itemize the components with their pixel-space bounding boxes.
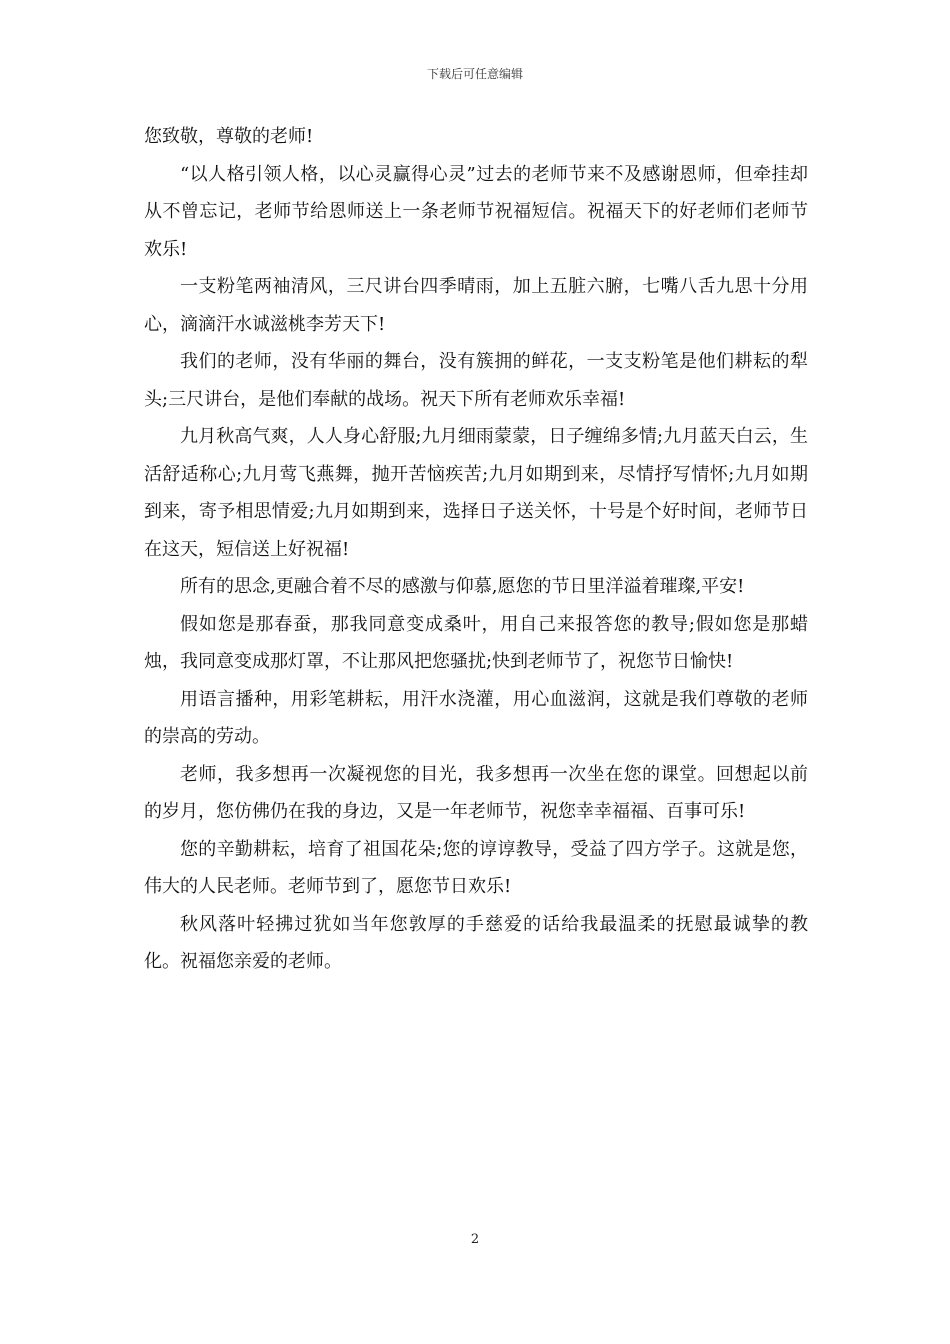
page-header: 下载后可任意编辑 <box>426 67 523 81</box>
paragraph: 所有的思念,更融合着不尽的感激与仰慕,愿您的节日里洋溢着璀璨,平安! <box>180 576 745 597</box>
paragraph: 用语言播种，用彩笔耕耘，用汗水浇灌，用心血滋润，这就是我们尊敬的老师的崇高的劳动。 <box>144 688 808 747</box>
paragraph: 您致敬，尊敬的老师! <box>144 126 314 147</box>
document-body <box>144 118 808 981</box>
paragraph: 您的辛勤耕耘，培育了祖国花朵;您的谆谆教导，受益了四方学子。这就是您，伟大的人民老师。老师节到了，愿您节日欢乐! <box>144 838 808 897</box>
paragraph: 假如您是那春蚕，那我同意变成桑叶，用自己来报答您的教导;假如您是那蜡烛，我同意变成那灯罩，不让那风把您骚扰;快到老师节了，祝您节日愉快! <box>144 613 808 672</box>
paragraph: 秋风落叶轻拂过犹如当年您敦厚的手慈爱的话给我最温柔的抚慰最诚挚的教化。祝福您亲爱的老师。 <box>144 913 808 972</box>
page-number: 2 <box>470 1232 480 1247</box>
paragraph: 九月秋高气爽，人人身心舒服;九月细雨蒙蒙，日子缠绵多情;九月蓝天白云，生活舒适称心;九月莺飞燕舞，抛开苦恼疾苦;九月如期到来，尽情抒写情怀;九月如期到来，寄予相思情爱;九月如期到来，选择日子送关怀，十号是个好时间，老师节日在这天，短信送上好祝福! <box>144 426 808 560</box>
paragraph: 一支粉笔两袖清风，三尺讲台四季晴雨，加上五脏六腑，七嘴八舌九思十分用心，滴滴汗水诚滋桃李芳天下! <box>144 276 808 335</box>
paragraph: “以人格引领人格，以心灵赢得心灵”过去的老师节来不及感谢恩师，但牵挂却从不曾忘记，老师节给恩师送上一条老师节祝福短信。祝福天下的好老师们老师节欢乐! <box>144 163 808 260</box>
paragraph: 我们的老师，没有华丽的舞台，没有簇拥的鲜花，一支支粉笔是他们耕耘的犁头;三尺讲台，是他们奉献的战场。祝天下所有老师欢乐幸福! <box>144 351 808 410</box>
paragraph: 老师，我多想再一次凝视您的目光，我多想再一次坐在您的课堂。回想起以前的岁月，您仿佛仍在我的身边，又是一年老师节，祝您幸幸福福、百事可乐! <box>144 763 808 822</box>
